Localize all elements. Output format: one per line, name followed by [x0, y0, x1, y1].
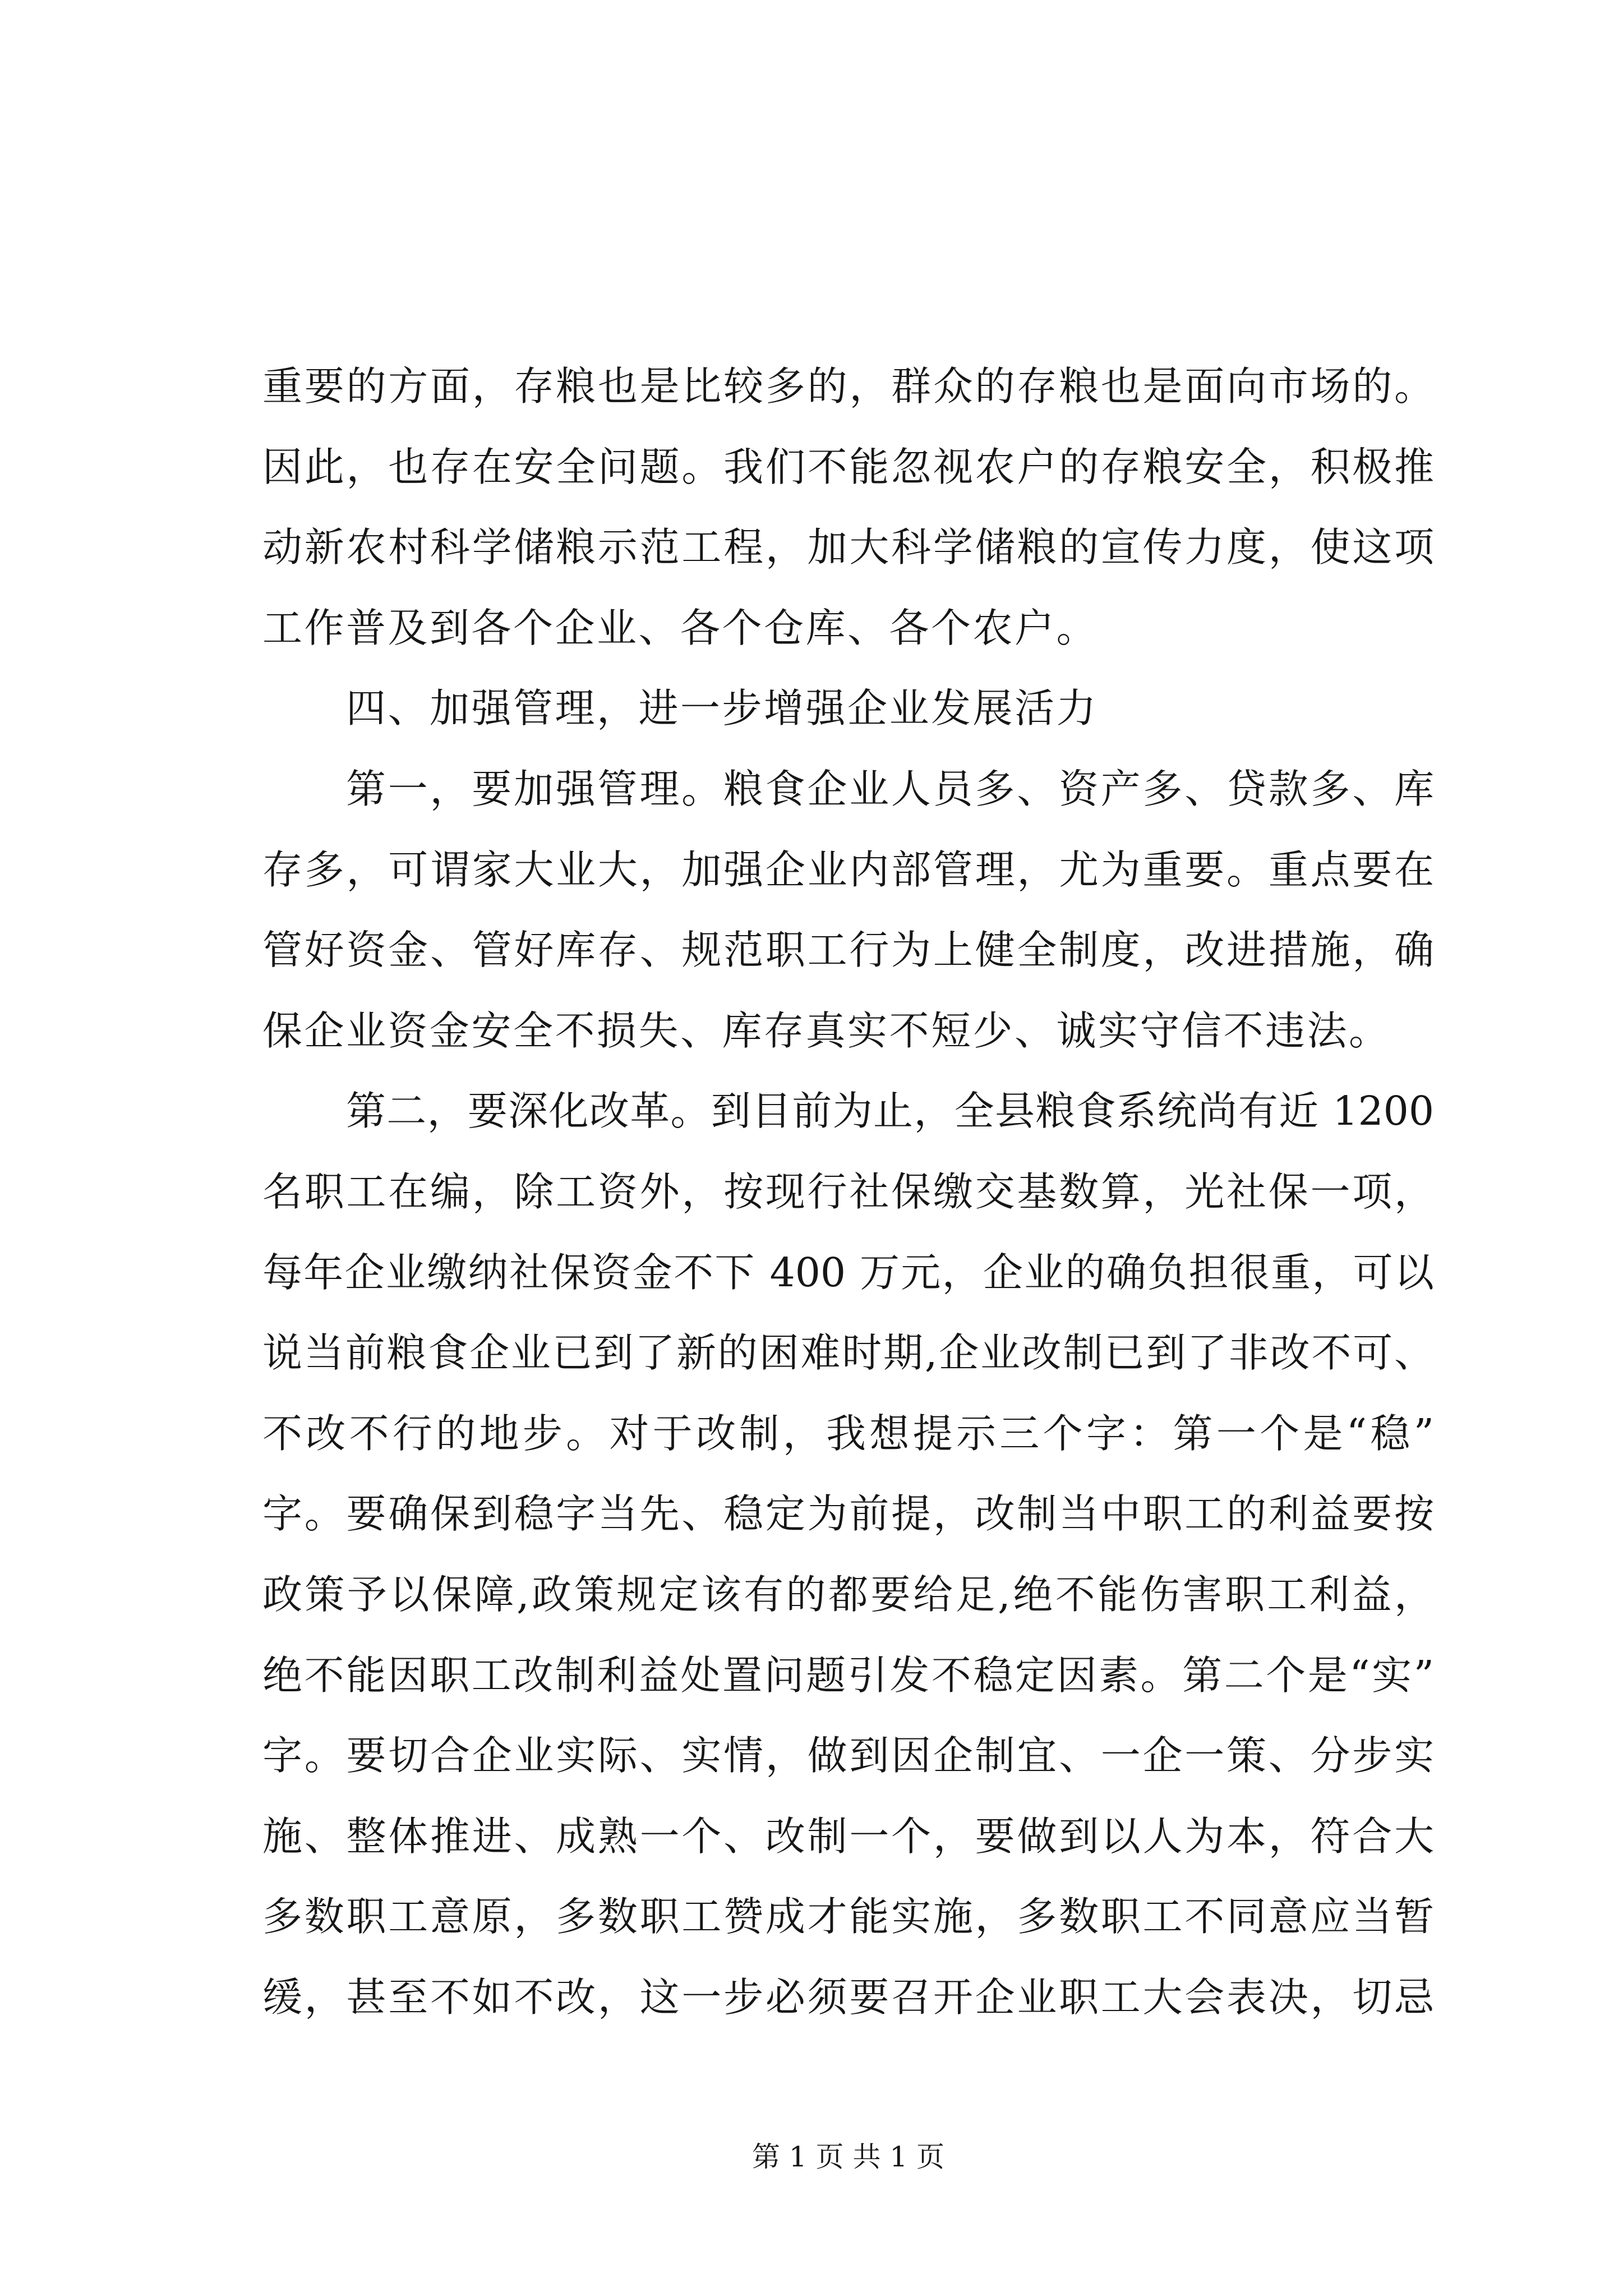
text-line: 动新农村科学储粮示范工程，加大科学储粮的宣传力度，使这项 — [262, 524, 1434, 571]
text-line: 存多，可谓家大业大，加强企业内部管理，尤为重要。重点要在 — [262, 846, 1434, 893]
text-line: 保企业资金安全不损失、库存真实不短少、诚实守信不违法。 — [262, 1007, 1391, 1054]
text-line: 政策予以保障,政策规定该有的都要给足,绝不能伤害职工利益， — [262, 1571, 1434, 1618]
text-line: 重要的方面，存粮也是比较多的，群众的存粮也是面向市场的。 — [262, 363, 1434, 409]
text-line: 因此，也存在安全问题。我们不能忽视农户的存粮安全，积极推 — [262, 443, 1434, 490]
text-line: 第二，要深化改革。到目前为止，全县粮食系统尚有近 1200 — [346, 1088, 1434, 1135]
document-body — [262, 346, 1434, 2037]
text-line: 施、整体推进、成熟一个、改制一个，要做到以人为本，符合大 — [262, 1812, 1434, 1860]
page-footer — [262, 2134, 1434, 2179]
page-number: 第 1 页 共 1 页 — [751, 2141, 945, 2173]
text-line: 绝不能因职工改制利益处置问题引发不稳定因素。第二个是“实” — [262, 1651, 1434, 1699]
paragraph — [262, 749, 1434, 1071]
text-line: 管好资金、管好库存、规范职工行为上健全制度，改进措施，确 — [262, 927, 1434, 974]
text-line: 字。要确保到稳字当先、稳定为前提，改制当中职工的利益要按 — [262, 1490, 1434, 1538]
text-line: 说当前粮食企业已到了新的困难时期,企业改制已到了非改不可、 — [262, 1329, 1434, 1377]
text-line: 缓，甚至不如不改，这一步必须要召开企业职工大会表决，切忌 — [262, 1973, 1434, 2021]
section-heading-text: 四、加强管理，进一步增强企业发展活力 — [346, 685, 1099, 732]
text-line: 不改不行的地步。对于改制，我想提示三个字：第一个是“稳” — [262, 1410, 1434, 1457]
text-line: 名职工在编，除工资外，按现行社保缴交基数算，光社保一项， — [262, 1168, 1434, 1215]
text-line: 每年企业缴纳社保资金不下 400 万元，企业的确负担很重，可以 — [262, 1249, 1434, 1296]
text-line: 多数职工意原，多数职工赞成才能实施，多数职工不同意应当暂 — [262, 1893, 1434, 1940]
text-line: 第一，要加强管理。粮食企业人员多、资产多、贷款多、库 — [346, 765, 1434, 812]
text-line: 字。要切合企业实际、实情，做到因企制宜、一企一策、分步实 — [262, 1732, 1434, 1779]
section-heading — [262, 668, 1434, 749]
paragraph — [262, 346, 1434, 668]
text-line: 工作普及到各个企业、各个仓库、各个农户。 — [262, 604, 1099, 651]
paragraph — [262, 1071, 1434, 2037]
